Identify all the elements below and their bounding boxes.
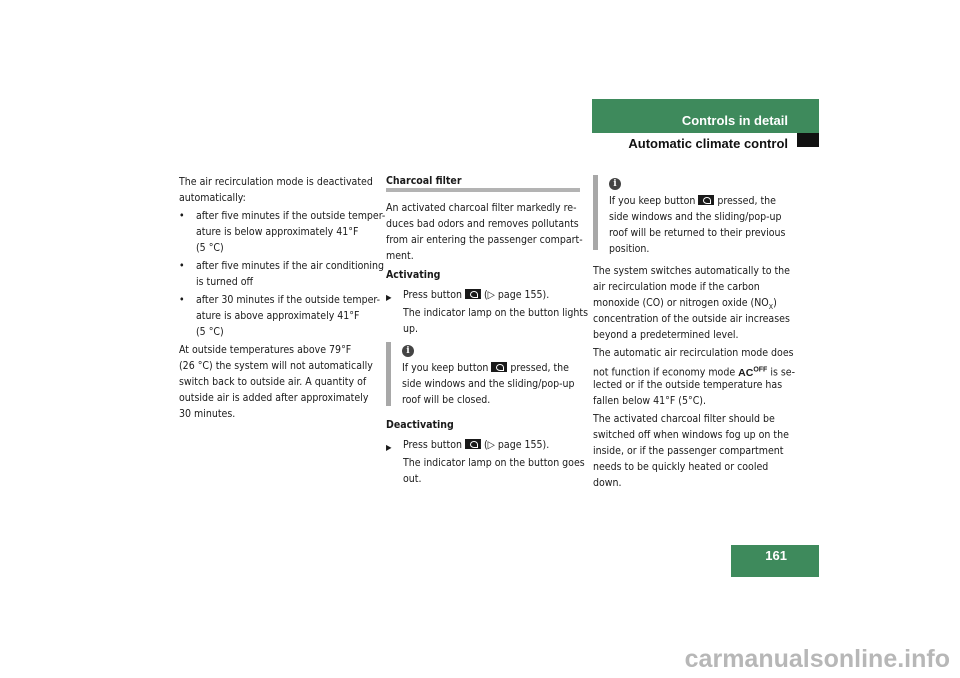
list-item-cont: ature is above approximately 41°F	[196, 310, 360, 322]
recirculation-button-icon	[698, 195, 714, 205]
list-item-cont: ature is below approximately 41°F	[196, 226, 359, 238]
col1-intro-1: The air recirculation mode is deactivated	[179, 176, 373, 188]
activating-result-2: up.	[403, 323, 418, 335]
deactivating-step	[403, 438, 549, 454]
note2-line-1	[609, 194, 776, 210]
watermark: carmanualsonline.info	[684, 645, 950, 673]
col3-para2-1: The automatic air recirculation mode does	[593, 347, 794, 359]
col2-intro-2: duces bad odors and removes pollutants	[386, 218, 579, 230]
col3-para1-4: concentration of the outside air increases	[593, 313, 790, 325]
col2-intro-4: ment.	[386, 250, 414, 262]
col3-para1-2: air recirculation mode if the carbon	[593, 281, 760, 293]
text: monoxide (CO) or nitrogen oxide (NO	[593, 297, 769, 309]
col3-para3-4: needs to be quickly heated or cooled	[593, 461, 769, 473]
note2-line-3: roof will be returned to their previous	[609, 227, 786, 239]
col1-para-3: switch back to outside air. A quantity of	[179, 376, 367, 388]
info-icon: i	[609, 178, 621, 190]
text: )	[773, 297, 777, 309]
activating-result-1: The indicator lamp on the button lights	[403, 307, 589, 319]
ac-off-symbol: $AC^{OFF}$	[738, 366, 768, 379]
section-title: Controls in detail	[681, 113, 788, 128]
note-text: pressed, the	[717, 195, 776, 207]
col3-para3-1: The activated charcoal filter should be	[593, 413, 775, 425]
note1-line-2: side windows and the sliding/pop-up	[402, 378, 575, 390]
deactivating-heading: Deactivating	[386, 419, 454, 431]
list-item-cont: is turned off	[196, 276, 254, 288]
list-item: • after 30 minutes if the outside temper-	[196, 293, 380, 309]
subscript: X	[768, 303, 774, 312]
section-subtitle: Automatic climate control	[628, 136, 788, 151]
charcoal-filter-heading: Charcoal filter	[386, 175, 462, 187]
note2-line-4: position.	[609, 243, 650, 255]
step-text: Press button	[403, 289, 462, 301]
note1-line-3: roof will be closed.	[402, 394, 491, 406]
note-text: pressed, the	[510, 362, 569, 374]
recirculation-button-icon	[465, 289, 481, 299]
col1-para-5: 30 minutes.	[179, 408, 236, 420]
col3-para3-2: switched off when windows fog up on the	[593, 429, 789, 441]
header-marker	[797, 133, 819, 147]
col3-para3-3: inside, or if the passenger compartment	[593, 445, 784, 457]
list-item-cont: (5 °C)	[196, 326, 224, 338]
recirculation-button-icon	[491, 362, 507, 372]
note-text: If you keep button	[609, 195, 696, 207]
page-number: 161	[765, 548, 787, 563]
deactivating-result-1: The indicator lamp on the button goes	[403, 457, 585, 469]
col1-intro-2: automatically:	[179, 192, 246, 204]
activating-step	[403, 288, 549, 304]
list-item: • after five minutes if the outside temper-	[196, 209, 385, 225]
note-bar	[386, 342, 391, 406]
col3-para3-5: down.	[593, 477, 622, 489]
activating-heading: Activating	[386, 269, 441, 281]
list-item: • after five minutes if the air conditioning	[196, 259, 384, 275]
step-text: Press button	[403, 439, 462, 451]
col1-para-2: (26 °C) the system will not automatically	[179, 360, 373, 372]
text: not function if economy mode	[593, 366, 736, 379]
info-icon: i	[402, 345, 414, 357]
col2-intro-1: An activated charcoal filter markedly re-	[386, 202, 577, 214]
col3-para1-5: beyond a predetermined level.	[593, 329, 739, 341]
note-bar	[593, 175, 598, 250]
page-ref: (▷ page 155).	[483, 289, 550, 301]
col3-para2-3: lected or if the outside temperature has	[593, 379, 783, 391]
recirculation-button-icon	[465, 439, 481, 449]
note2-line-2: side windows and the sliding/pop-up	[609, 211, 782, 223]
note-text: If you keep button	[402, 362, 489, 374]
list-item-cont: (5 °C)	[196, 242, 224, 254]
col2-intro-3: from air entering the passenger compart-	[386, 234, 583, 246]
deactivating-result-2: out.	[403, 473, 422, 485]
col3-para1-1: The system switches automatically to the	[593, 265, 790, 277]
col1-para-4: outside air is added after approximately	[179, 392, 369, 404]
col3-para2-4: fallen below 41°F (5°C).	[593, 395, 706, 407]
note1-line-1	[402, 361, 569, 377]
text: is se-	[770, 366, 796, 379]
col1-para-1: At outside temperatures above 79°F	[179, 344, 352, 356]
heading-rule	[386, 188, 580, 192]
page-ref: (▷ page 155).	[483, 439, 550, 451]
